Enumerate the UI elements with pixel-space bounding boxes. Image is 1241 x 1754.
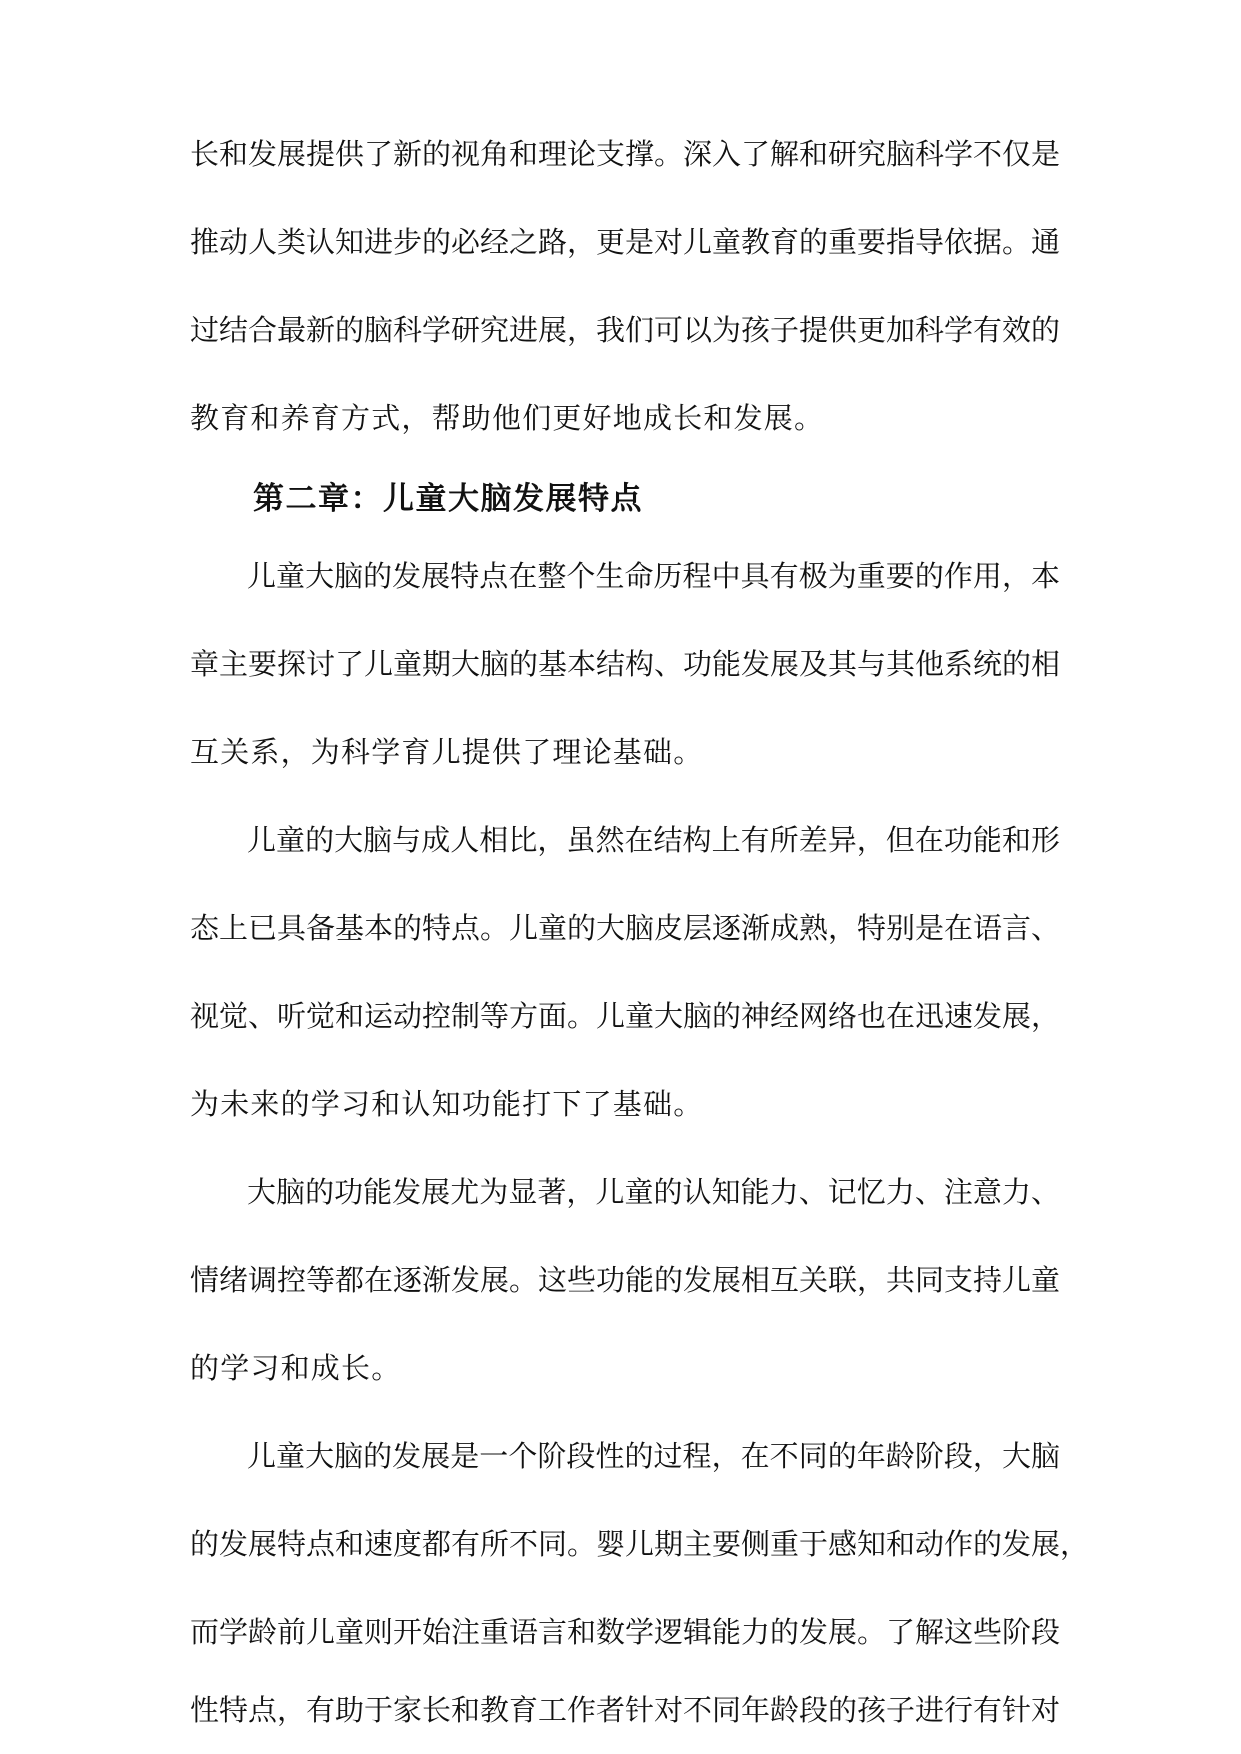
intro-line-3: 过结合最新的脑科学研究进展，我们可以为孩子提供更加科学有效的 <box>190 313 1061 347</box>
paragraph-3-line-2: 情绪调控等都在逐渐发展。这些功能的发展相互关联，共同支持儿童 <box>190 1263 1061 1297</box>
paragraph-3-line-3: 的学习和成长。 <box>190 1351 402 1385</box>
paragraph-3-line-1: 大脑的功能发展尤为显著，儿童的认知能力、记忆力、注意力、 <box>247 1175 1060 1209</box>
paragraph-2-line-4: 为未来的学习和认知功能打下了基础。 <box>190 1087 704 1121</box>
intro-line-4: 教育和养育方式，帮助他们更好地成长和发展。 <box>190 401 825 435</box>
intro-line-2: 推动人类认知进步的必经之路，更是对儿童教育的重要指导依据。通 <box>190 225 1061 259</box>
paragraph-1-line-3: 互关系，为科学育儿提供了理论基础。 <box>190 735 704 769</box>
paragraph-1-line-1: 儿童大脑的发展特点在整个生命历程中具有极为重要的作用，本 <box>247 559 1060 593</box>
paragraph-1-line-2: 章主要探讨了儿童期大脑的基本结构、功能发展及其与其他系统的相 <box>190 647 1061 681</box>
paragraph-4-line-2: 的发展特点和速度都有所不同。婴儿期主要侧重于感知和动作的发展， <box>190 1527 1090 1561</box>
chapter-heading: 第二章：儿童大脑发展特点 <box>253 481 643 517</box>
paragraph-2-line-3: 视觉、听觉和运动控制等方面。儿童大脑的神经网络也在迅速发展， <box>190 999 1061 1033</box>
paragraph-2-line-2: 态上已具备基本的特点。儿童的大脑皮层逐渐成熟，特别是在语言、 <box>190 911 1061 945</box>
paragraph-4-line-4: 性特点，有助于家长和教育工作者针对不同年龄段的孩子进行有针对 <box>190 1693 1061 1727</box>
paragraph-4-line-3: 而学龄前儿童则开始注重语言和数学逻辑能力的发展。了解这些阶段 <box>190 1615 1061 1649</box>
paragraph-4-line-1: 儿童大脑的发展是一个阶段性的过程，在不同的年龄阶段，大脑 <box>247 1439 1060 1473</box>
intro-line-1: 长和发展提供了新的视角和理论支撑。深入了解和研究脑科学不仅是 <box>190 137 1061 171</box>
paragraph-2-line-1: 儿童的大脑与成人相比，虽然在结构上有所差异，但在功能和形 <box>247 823 1060 857</box>
